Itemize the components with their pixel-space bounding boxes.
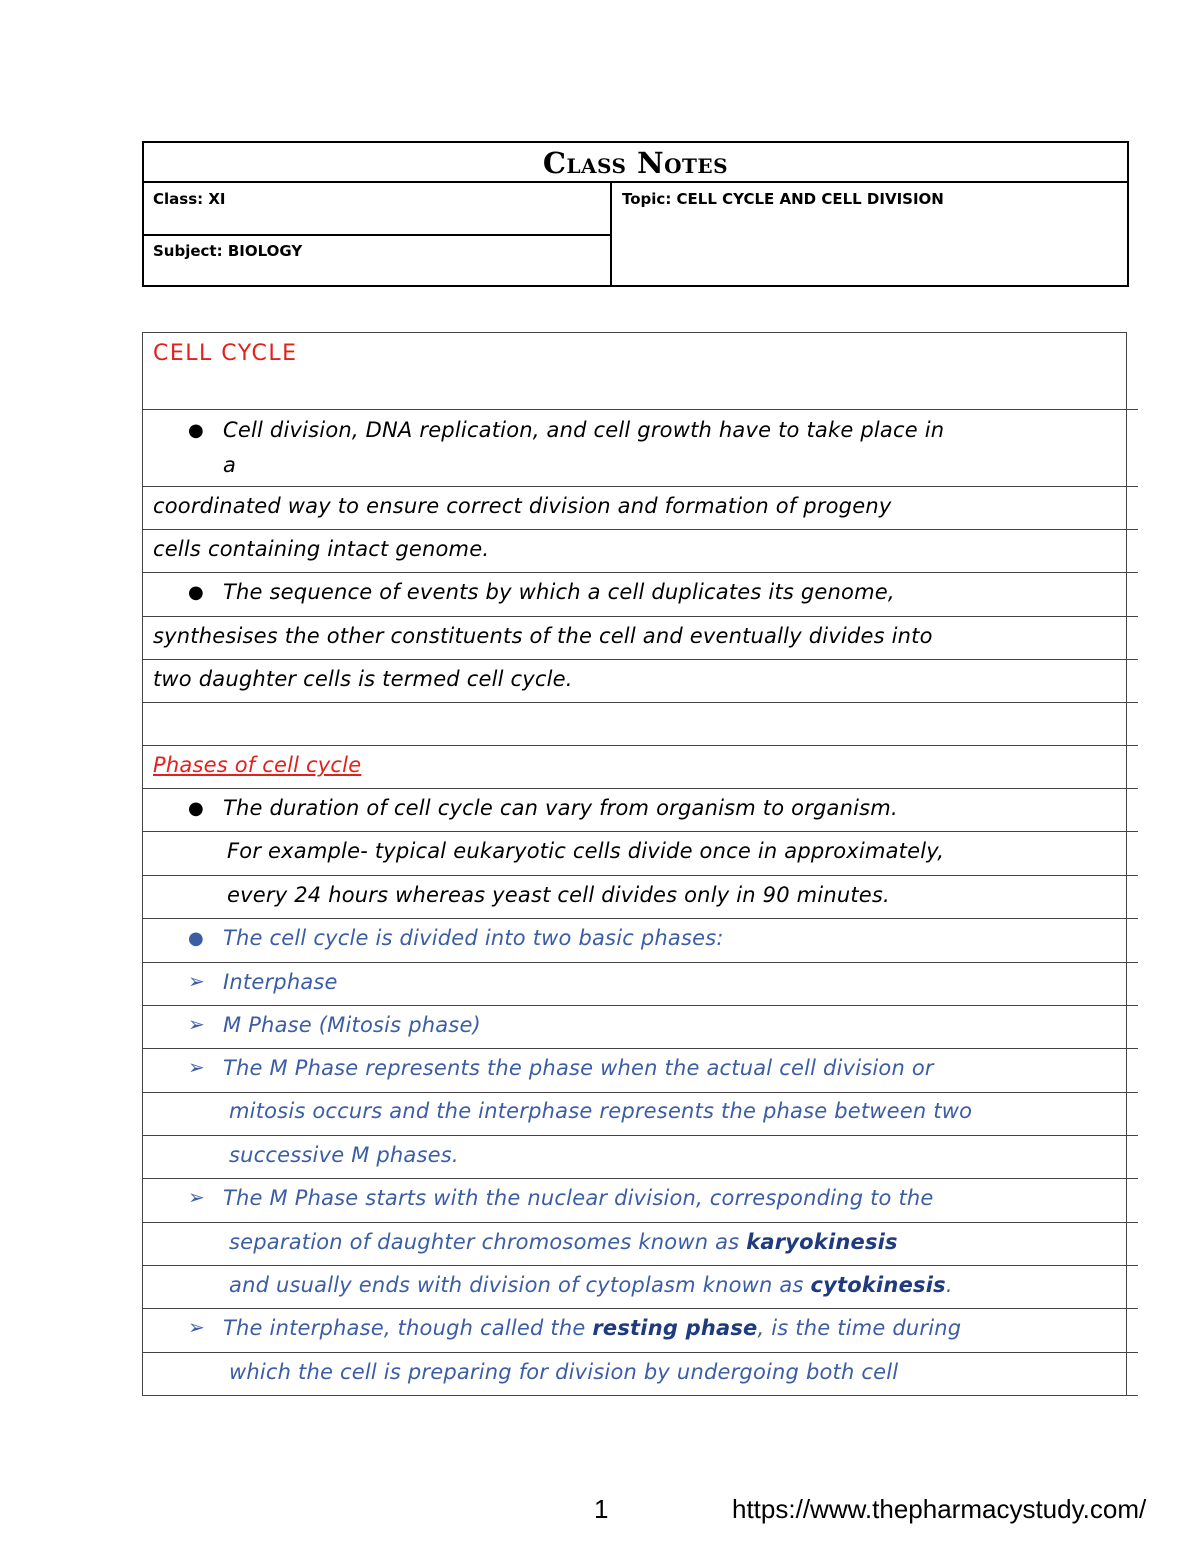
term-cytokinesis: cytokinesis (810, 1273, 946, 1297)
rule-line (143, 332, 1126, 333)
bullet-icon: ● (188, 582, 204, 603)
class-notes-header (142, 141, 1129, 287)
bullet-icon: ● (188, 798, 204, 819)
arrow-bullet-icon: ➢ (188, 1055, 205, 1079)
note-line: M Phase (Mitosis phase) (223, 1013, 481, 1037)
note-line: a (223, 453, 237, 477)
note-line: two daughter cells is termed cell cycle. (153, 667, 573, 691)
note-line: mitosis occurs and the interphase represents the phase between two (229, 1099, 973, 1123)
rule-line (143, 745, 1138, 746)
header-left-column (144, 183, 612, 287)
note-line: Cell division, DNA replication, and cell growth have to take place in (223, 418, 945, 442)
rule-line (143, 1222, 1138, 1223)
rule-line (143, 1178, 1138, 1179)
rule-line (143, 1135, 1138, 1136)
rule-line (143, 1048, 1138, 1049)
note-text: The interphase, though called the (223, 1316, 593, 1340)
sub-heading: Phases of cell cycle (153, 753, 362, 777)
note-line: which the cell is preparing for division by undergoing both cell (229, 1360, 899, 1384)
note-text: and usually ends with division of cytoplasm known as (229, 1273, 811, 1297)
rule-line (143, 875, 1138, 876)
rule-line (143, 1092, 1138, 1093)
rule-line (143, 831, 1138, 832)
rule-line (143, 1308, 1138, 1309)
rule-line (143, 918, 1138, 919)
rule-line (143, 1352, 1138, 1353)
arrow-bullet-icon: ➢ (188, 1185, 205, 1209)
rule-line (143, 572, 1138, 573)
term-resting-phase: resting phase (592, 1316, 758, 1340)
rule-line (143, 529, 1138, 530)
rule-line (143, 659, 1138, 660)
rule-line (143, 616, 1138, 617)
rule-line (143, 1265, 1138, 1266)
note-line (223, 1315, 961, 1341)
arrow-bullet-icon: ➢ (188, 969, 205, 993)
arrow-bullet-icon: ➢ (188, 1315, 205, 1339)
note-line (229, 1272, 953, 1298)
note-line: The duration of cell cycle can vary from organism to organism. (223, 796, 898, 820)
page-number: 1 (594, 1494, 609, 1524)
rule-line (143, 486, 1138, 487)
note-line: Interphase (223, 970, 338, 994)
note-text: . (945, 1273, 953, 1297)
bullet-icon: ● (188, 928, 204, 949)
note-line (229, 1229, 898, 1255)
rule-line (143, 962, 1138, 963)
note-line: cells containing intact genome. (153, 537, 490, 561)
note-line: The M Phase starts with the nuclear division, corresponding to the (223, 1186, 934, 1210)
term-karyokinesis: karyokinesis (746, 1230, 898, 1254)
rule-line (143, 409, 1138, 410)
footer-url[interactable]: https://www.thepharmacystudy.com/ (732, 1494, 1147, 1524)
topic-label: Topic: CELL CYCLE AND CELL DIVISION (622, 190, 944, 208)
note-line: For example- typical eukaryotic cells divide once in approximately, (227, 839, 945, 863)
note-line: successive M phases. (229, 1143, 459, 1167)
arrow-bullet-icon: ➢ (188, 1012, 205, 1036)
note-text: , is the time during (757, 1316, 962, 1340)
section-heading: CELL CYCLE (153, 341, 298, 366)
notes-box (142, 332, 1127, 1396)
bullet-icon: ● (188, 420, 204, 441)
note-text: separation of daughter chromosomes known as (229, 1230, 747, 1254)
note-line: every 24 hours whereas yeast cell divides only in 90 minutes. (227, 883, 890, 907)
rule-line (143, 788, 1138, 789)
rule-line (143, 1395, 1138, 1396)
note-line: The sequence of events by which a cell duplicates its genome, (223, 580, 895, 604)
rule-line (143, 1005, 1138, 1006)
class-label: Class: XI (144, 183, 610, 236)
note-line: coordinated way to ensure correct division and formation of progeny (153, 494, 892, 518)
header-title: Class Notes (144, 143, 1127, 183)
note-line: synthesises the other constituents of the cell and eventually divides into (153, 624, 933, 648)
note-line: The cell cycle is divided into two basic phases: (223, 926, 724, 950)
note-line: The M Phase represents the phase when the actual cell division or (223, 1056, 934, 1080)
subject-label: Subject: BIOLOGY (153, 242, 303, 260)
rule-line (143, 702, 1138, 703)
